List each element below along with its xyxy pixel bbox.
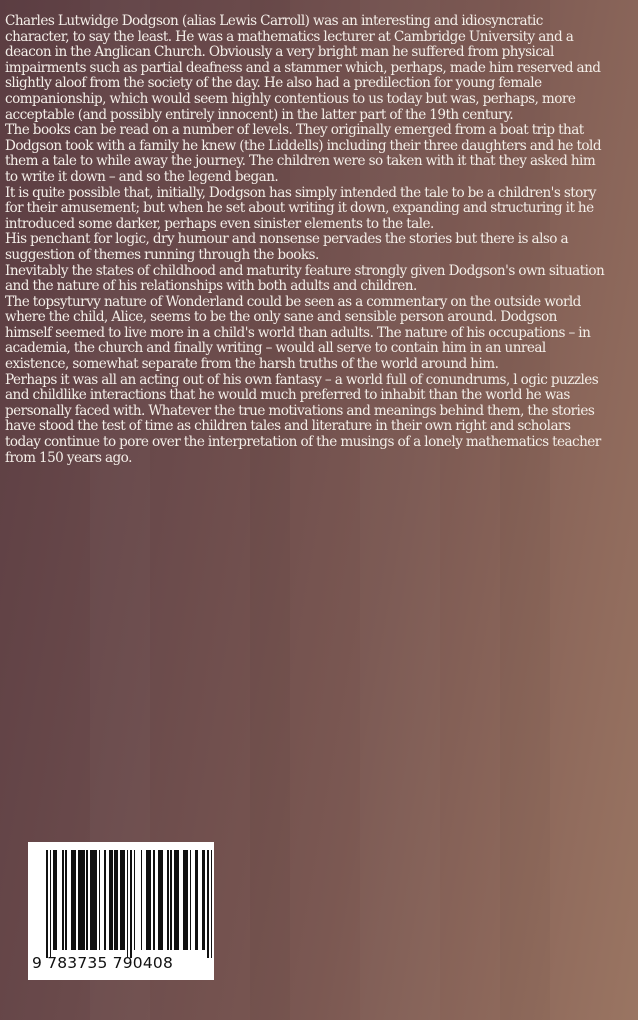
barcode-bar [62,850,64,950]
barcode-bar [111,850,113,950]
blurb-paragraph-7: Perhaps it was all an acting out of his own fantasy – a world full of conundrums, l ogic puzzles and childlike interactions that he would much preferred to inhabit than the world he was personally faced with. Whatever the true motivations and meanings behind them, the stories have stood the test of time as children tales and literature in their own right and scholars today continue to pore over the interpretation of the musings of a lonely mathematics teacher from 150 years ago. [5,371,601,466]
barcode-bar [186,850,188,950]
barcode-bars [46,850,214,958]
barcode-bar [149,850,151,950]
barcode-bar [83,850,85,950]
barcode-bar [211,850,213,958]
barcode-bar [141,850,143,950]
barcode-bar [170,850,172,950]
barcode-bar [177,850,179,950]
blurb-paragraph-6: The topsyturvy nature of Wonderland could be seen as a commentary on the outside world where the child, Alice, seems to be the only sane and sensible person around. Dodgson himself seemed to live more in a child's world than adults. The nature of his occupations – in academia, the church and finally writing – would all serve to contain him in an unreal existence, somewhat separate from the harsh truths of the world around him. [5,293,591,373]
barcode-bar [162,850,164,950]
barcode-bar [153,850,155,950]
barcode-bar [104,850,106,950]
barcode-bar [50,850,52,958]
barcode-bar [207,850,209,958]
isbn-digits: 9 783735 790408 [32,954,174,972]
barcode-bar [167,850,169,950]
back-cover-blurb [5,14,605,466]
barcode-bar [86,850,88,950]
blurb-paragraph-2: The books can be read on a number of levels. They originally emerged from a boat trip that Dodgson took with a family he knew (the Liddells) including their three daughters and he told them a tale to while away the journey. The children were so taken with it that they asked him to write it down – and so the legend began. [5,122,601,185]
barcode-bar [190,850,192,950]
barcode-bar [46,850,48,958]
barcode-bar [116,850,118,950]
barcode-bar [134,850,136,950]
barcode-bar [123,850,125,950]
isbn-barcode [28,842,214,980]
blurb-paragraph-3: It is quite possible that, initially, Dodgson has simply intended the tale to be a children's story for their amusement; but when he set about writing it down, expanding and structuring it he introduced some darker, perhaps even sinister elements to the tale. [5,184,596,232]
barcode-bar [74,850,76,950]
barcode-bar [65,850,67,950]
blurb-paragraph-5: Inevitably the states of childhood and maturity feature strongly given Dodgson's own situation and the nature of his relationships with both adults and children. [5,262,605,295]
barcode-bar [55,850,57,950]
barcode-bar [127,850,129,958]
barcode-bar [99,850,101,950]
barcode-bar [197,850,199,950]
blurb-paragraph-1: Charles Lutwidge Dodgson (alias Lewis Carroll) was an interesting and idiosyncratic character, to say the least. He was a mathematics lecturer at Cambridge University and a deacon in the Anglican Church. Obviously a very bright man he suffered from physical impairments such as partial deafness and a stammer which, perhaps, made him reserved and slightly aloof from the society of the day. He also had a predilection for young female companionship, which would seem highly contentious to us today but was, perhaps, more acceptable (and possibly entirely innocent) in the latter part of the 19th century. [5,13,601,123]
barcode-bar [130,850,132,958]
barcode-bar [95,850,97,950]
blurb-paragraph-4: His penchant for logic, dry humour and nonsense pervades the stories but there is also a suggestion of themes running through the books. [5,231,569,263]
barcode-bar [204,850,206,950]
